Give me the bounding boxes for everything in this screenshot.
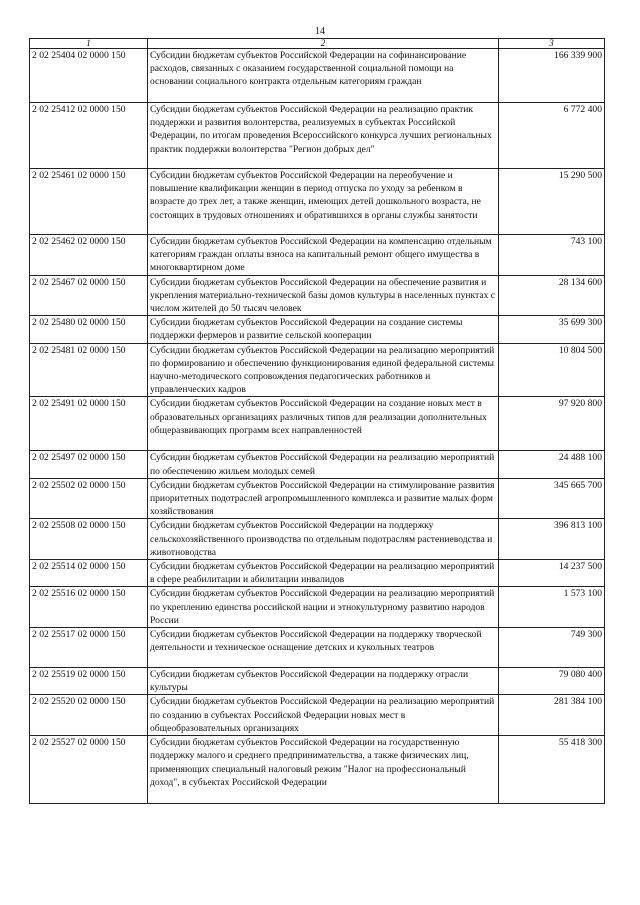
description-cell: Субсидии бюджетам субъектов Российской Федерации на государственную поддержку малого и среднего предпринимательства, а также физических лиц, применяющих специальный налоговый режим "Налог на профессиональный доход", в субъектах Российской Федерации xyxy=(148,736,499,804)
table-row xyxy=(30,343,605,397)
code-cell: 2 02 25519 02 0000 150 xyxy=(30,668,148,695)
table-row xyxy=(30,628,605,668)
column-header-code: 1 xyxy=(30,39,148,49)
description-cell: Субсидии бюджетам субъектов Российской Федерации на создание системы поддержки фермеров и развитие сельской кооперации xyxy=(148,316,499,343)
amount-cell: 749 300 xyxy=(499,628,605,668)
amount-cell: 10 804 500 xyxy=(499,343,605,397)
code-cell: 2 02 25461 02 0000 150 xyxy=(30,169,148,235)
table-row xyxy=(30,478,605,519)
code-cell: 2 02 25480 02 0000 150 xyxy=(30,316,148,343)
description-cell: Субсидии бюджетам субъектов Российской Федерации на реализацию мероприятий по созданию в субъектах Российской Федерации новых мест в общеобразовательных организациях xyxy=(148,695,499,736)
table-row xyxy=(30,169,605,235)
description-cell: Субсидии бюджетам субъектов Российской Федерации на компенсацию отдельным категориям граждан оплаты взноса на капитальный ремонт общего имущества в многоквартирном доме xyxy=(148,235,499,276)
description-cell: Субсидии бюджетам субъектов Российской Федерации на реализацию мероприятий по формированию и обеспечению функционирования единой федеральной системы научно-методического сопровождения педагогических работников и управленческих кадров xyxy=(148,343,499,397)
code-cell: 2 02 25412 02 0000 150 xyxy=(30,103,148,169)
table-row xyxy=(30,560,605,587)
table-row xyxy=(30,451,605,478)
description-cell: Субсидии бюджетам субъектов Российской Федерации на переобучение и повышение квалификации женщин в период отпуска по уходу за ребенком в возрасте до трех лет, а также женщин, имеющих детей дошкольного возраста, не состоящих в трудовых отношениях и обратившихся в органы службы занятости xyxy=(148,169,499,235)
code-cell: 2 02 25404 02 0000 150 xyxy=(30,49,148,103)
amount-cell: 15 290 500 xyxy=(499,169,605,235)
amount-cell: 6 772 400 xyxy=(499,103,605,169)
code-cell: 2 02 25497 02 0000 150 xyxy=(30,451,148,478)
description-cell: Субсидии бюджетам субъектов Российской Федерации на реализацию мероприятий по обеспечению жильем молодых семей xyxy=(148,451,499,478)
table-row xyxy=(30,668,605,695)
amount-cell: 35 699 300 xyxy=(499,316,605,343)
column-header-description: 2 xyxy=(148,39,499,49)
amount-cell: 1 573 100 xyxy=(499,587,605,628)
table-row xyxy=(30,49,605,103)
table-row xyxy=(30,316,605,343)
description-cell: Субсидии бюджетам субъектов Российской Федерации на софинансирование расходов, связанных с оказанием государственной социальной помощи на основании социального контракта отдельным категориям граждан xyxy=(148,49,499,103)
amount-cell: 743 100 xyxy=(499,235,605,276)
amount-cell: 345 665 700 xyxy=(499,478,605,519)
amount-cell: 14 237 500 xyxy=(499,560,605,587)
code-cell: 2 02 25467 02 0000 150 xyxy=(30,275,148,316)
table-row xyxy=(30,103,605,169)
table-row xyxy=(30,397,605,451)
table-row xyxy=(30,736,605,804)
description-cell: Субсидии бюджетам субъектов Российской Федерации на обеспечение развития и укрепления материально-технической базы домов культуры в населенных пунктах с числом жителей до 50 тысяч человек xyxy=(148,275,499,316)
code-cell: 2 02 25514 02 0000 150 xyxy=(30,560,148,587)
description-cell: Субсидии бюджетам субъектов Российской Федерации на поддержку творческой деятельности и техническое оснащение детских и кукольных театров xyxy=(148,628,499,668)
code-cell: 2 02 25520 02 0000 150 xyxy=(30,695,148,736)
description-cell: Субсидии бюджетам субъектов Российской Федерации на реализацию мероприятий в сфере реабилитации и абилитации инвалидов xyxy=(148,560,499,587)
header-row xyxy=(30,39,605,49)
description-cell: Субсидии бюджетам субъектов Российской Федерации на поддержку сельскохозяйственного производства по отдельным подотраслям растениеводства и животноводства xyxy=(148,519,499,560)
description-cell: Субсидии бюджетам субъектов Российской Федерации на реализацию мероприятий по укреплению единства российской нации и этнокультурному развитию народов России xyxy=(148,587,499,628)
amount-cell: 97 920 800 xyxy=(499,397,605,451)
amount-cell: 79 080 400 xyxy=(499,668,605,695)
table-row xyxy=(30,275,605,316)
amount-cell: 55 418 300 xyxy=(499,736,605,804)
column-header-amount: 3 xyxy=(499,39,605,49)
amount-cell: 28 134 600 xyxy=(499,275,605,316)
code-cell: 2 02 25516 02 0000 150 xyxy=(30,587,148,628)
description-cell: Субсидии бюджетам субъектов Российской Федерации на реализацию практик поддержки и развития волонтерства, реализуемых в субъектах Российской Федерации, по итогам проведения Всероссийского конкурса лучших региональных практик поддержки волонтерства "Регион добрых дел" xyxy=(148,103,499,169)
code-cell: 2 02 25508 02 0000 150 xyxy=(30,519,148,560)
budget-table xyxy=(29,38,605,804)
amount-cell: 166 339 900 xyxy=(499,49,605,103)
table-row xyxy=(30,587,605,628)
table-body xyxy=(30,49,605,804)
code-cell: 2 02 25462 02 0000 150 xyxy=(30,235,148,276)
table-header xyxy=(30,39,605,49)
description-cell: Субсидии бюджетам субъектов Российской Федерации на стимулирование развития приоритетных подотраслей агропромышленного комплекса и развитие малых форм хозяйствования xyxy=(148,478,499,519)
table-row xyxy=(30,519,605,560)
code-cell: 2 02 25502 02 0000 150 xyxy=(30,478,148,519)
table-row xyxy=(30,235,605,276)
code-cell: 2 02 25491 02 0000 150 xyxy=(30,397,148,451)
code-cell: 2 02 25527 02 0000 150 xyxy=(30,736,148,804)
table-row xyxy=(30,695,605,736)
description-cell: Субсидии бюджетам субъектов Российской Федерации на создание новых мест в образовательных организациях различных типов для реализации дополнительных общеразвивающих программ всех направленностей xyxy=(148,397,499,451)
amount-cell: 396 813 100 xyxy=(499,519,605,560)
code-cell: 2 02 25481 02 0000 150 xyxy=(30,343,148,397)
page-number: 14 xyxy=(315,26,325,37)
amount-cell: 281 384 100 xyxy=(499,695,605,736)
code-cell: 2 02 25517 02 0000 150 xyxy=(30,628,148,668)
amount-cell: 24 488 100 xyxy=(499,451,605,478)
description-cell: Субсидии бюджетам субъектов Российской Федерации на поддержку отрасли культуры xyxy=(148,668,499,695)
